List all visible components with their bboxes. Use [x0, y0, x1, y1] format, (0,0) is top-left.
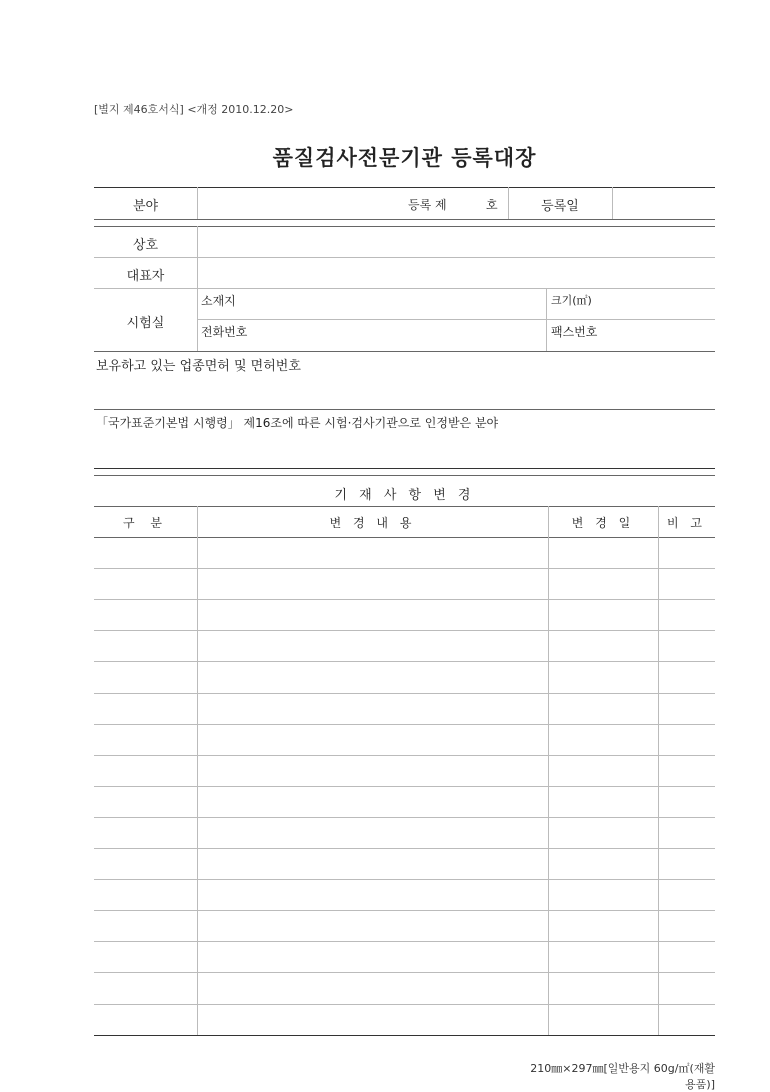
- lab-size-label: 크기(㎡): [551, 294, 592, 307]
- row-divider: [94, 910, 715, 911]
- trade-name-label: 상호: [132, 238, 159, 253]
- changes-table-title: 기 재 사 항 변 경: [334, 488, 475, 503]
- registration-number-prefix: 등록 제: [408, 198, 447, 212]
- column-header-change-date: 변 경 일: [571, 516, 635, 530]
- form-title: 품질검사전문기관 등록대장: [272, 146, 537, 170]
- table-row[interactable]: [94, 972, 715, 1003]
- table-row[interactable]: [94, 755, 715, 786]
- representative-label: 대표자: [126, 269, 165, 284]
- license-value[interactable]: [94, 372, 715, 408]
- column-header-remarks: 비 고: [667, 516, 706, 530]
- row-divider: [94, 755, 715, 756]
- row-divider: [94, 786, 715, 787]
- row-divider: [94, 941, 715, 942]
- field-value[interactable]: [198, 187, 507, 219]
- registration-date-value[interactable]: [613, 187, 715, 219]
- registration-date-label: 등록일: [541, 199, 579, 214]
- table-row[interactable]: [94, 599, 715, 630]
- trade-name-value[interactable]: [198, 227, 715, 257]
- row-divider: [94, 724, 715, 725]
- table-row[interactable]: [94, 693, 715, 724]
- table-row[interactable]: [94, 848, 715, 879]
- location-label: 소재지: [201, 294, 236, 308]
- phone-label: 전화번호: [201, 325, 248, 339]
- row-divider: [94, 568, 715, 569]
- table-row[interactable]: [94, 817, 715, 848]
- row-divider: [94, 661, 715, 662]
- paper-spec-footer: 210㎜×297㎜[일반용지 60g/㎡(재활용품)]: [530, 1062, 715, 1091]
- fax-label: 팩스번호: [551, 325, 598, 339]
- accreditation-section-label: 「국가표준기본법 시행령」 제16조에 따른 시험·검사기관으로 인정받은 분야: [96, 416, 499, 430]
- license-section-label: 보유하고 있는 업종면허 및 면허번호: [96, 359, 301, 374]
- row-divider: [94, 879, 715, 880]
- row-divider: [94, 630, 715, 631]
- table-row[interactable]: [94, 630, 715, 661]
- row-divider: [94, 848, 715, 849]
- table-row[interactable]: [94, 941, 715, 972]
- row-divider: [94, 599, 715, 600]
- form-annex-number: [별지 제46호서식] <개정 2010.12.20>: [94, 103, 294, 116]
- registration-number-suffix: 호: [486, 198, 498, 212]
- table-row[interactable]: [94, 786, 715, 817]
- column-header-category: 구 분: [123, 516, 168, 530]
- table-row[interactable]: [94, 537, 715, 568]
- table-row[interactable]: [94, 724, 715, 755]
- table-row[interactable]: [94, 661, 715, 692]
- representative-value[interactable]: [198, 258, 715, 288]
- column-header-change-details: 변 경 내 용: [329, 516, 416, 530]
- table-row[interactable]: [94, 568, 715, 599]
- table-row[interactable]: [94, 910, 715, 941]
- table-row[interactable]: [94, 1004, 715, 1035]
- accreditation-value[interactable]: [94, 432, 715, 466]
- row-divider: [94, 693, 715, 694]
- lab-label: 시험실: [126, 316, 165, 331]
- field-label: 분야: [132, 199, 159, 214]
- table-row[interactable]: [94, 879, 715, 910]
- row-divider: [94, 972, 715, 973]
- row-divider: [94, 817, 715, 818]
- row-divider: [94, 1004, 715, 1005]
